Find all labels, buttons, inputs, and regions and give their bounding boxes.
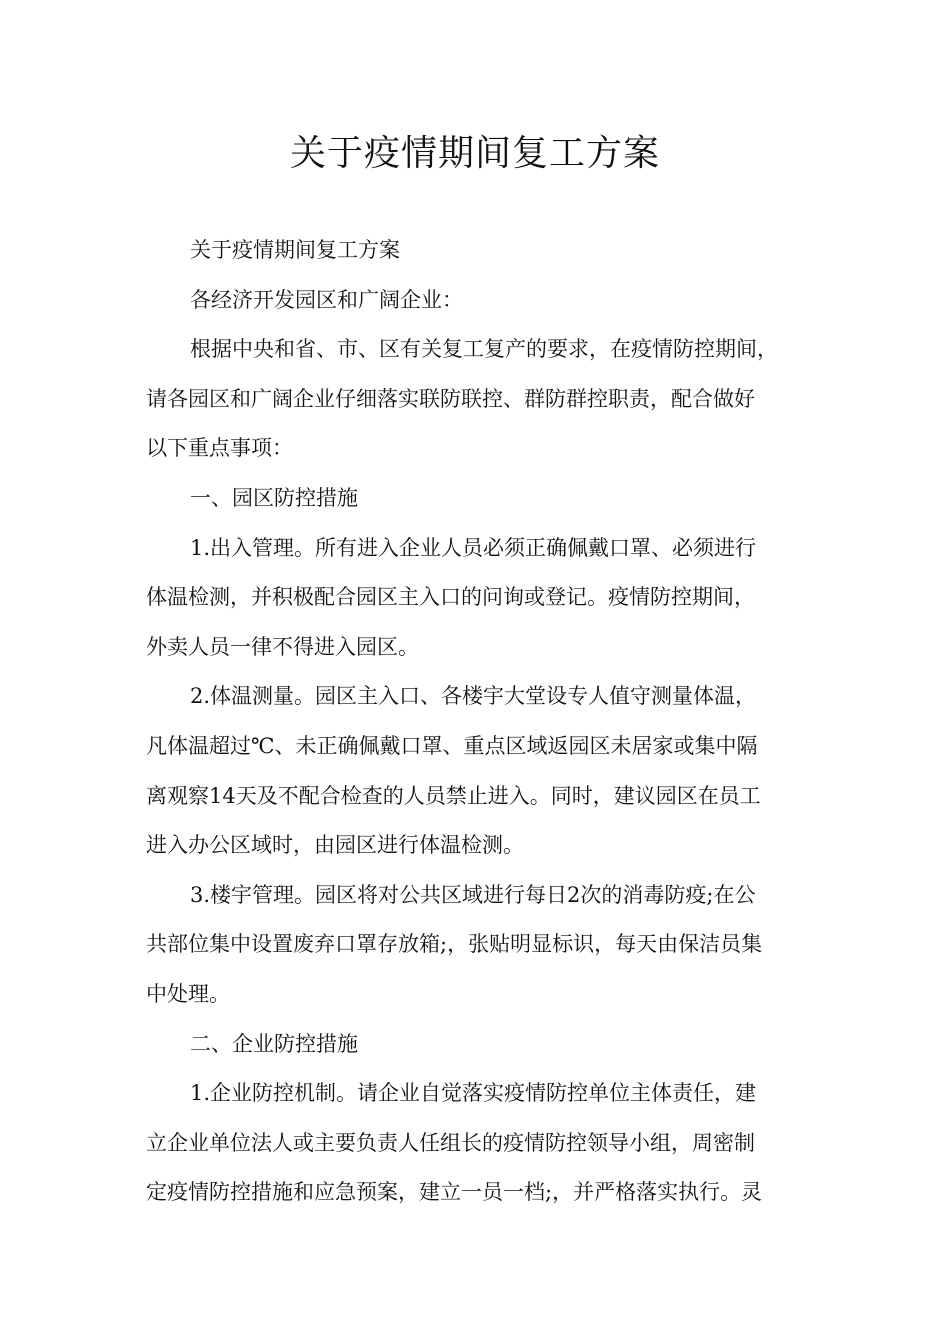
body-line-entry-management: 1.出入管理。所有进入企业人员必须正确佩戴口罩、必须进行 <box>190 535 757 560</box>
body-line-building: 中处理。 <box>146 981 230 1006</box>
body-line-intro: 请各园区和广阔企业仔细落实联防联控、群防群控职责，配合做好 <box>146 386 755 411</box>
body-line-intro: 以下重点事项： <box>146 436 293 461</box>
body-line-building: 3.楼宇管理。园区将对公共区域进行每日2次的消毒防疫;在公 <box>190 882 756 907</box>
body-line-temperature: 凡体温超过℃、未正确佩戴口罩、重点区域返园区未居家或集中隔 <box>146 733 758 758</box>
body-line-intro: 根据中央和省、市、区有关复工复产的要求，在疫情防控期间， <box>190 337 778 362</box>
section-heading-park: 一、园区防控措施 <box>190 485 358 510</box>
body-line-subtitle: 关于疫情期间复工方案 <box>190 238 400 262</box>
document-body <box>146 226 811 1218</box>
body-line-building: 共部位集中设置废弃口罩存放箱;，张贴明显标识，每天由保洁员集 <box>146 932 763 957</box>
document-title: 关于疫情期间复工方案 <box>289 133 660 174</box>
body-line-salutation: 各经济开发园区和广阔企业： <box>190 287 463 312</box>
body-line-enterprise-mechanism: 定疫情防控措施和应急预案，建立一员一档;，并严格落实执行。灵 <box>146 1180 763 1205</box>
body-line-enterprise-mechanism: 立企业单位法人或主要负责人任组长的疫情防控领导小组，周密制 <box>146 1130 755 1155</box>
body-line-temperature: 离观察14天及不配合检查的人员禁止进入。同时，建议园区在员工 <box>146 783 761 808</box>
body-line-entry-management: 体温检测，并积极配合园区主入口的问询或登记。疫情防控期间， <box>146 585 755 610</box>
body-line-temperature: 进入办公区域时，由园区进行体温检测。 <box>146 833 524 858</box>
body-line-entry-management: 外卖人员一律不得进入园区。 <box>146 634 419 659</box>
body-line-enterprise-mechanism: 1.企业防控机制。请企业自觉落实疫情防控单位主体责任，建 <box>190 1081 757 1106</box>
section-heading-enterprise: 二、企业防控措施 <box>190 1031 358 1056</box>
body-line-temperature: 2.体温测量。园区主入口、各楼宇大堂设专人值守测量体温， <box>190 684 757 709</box>
